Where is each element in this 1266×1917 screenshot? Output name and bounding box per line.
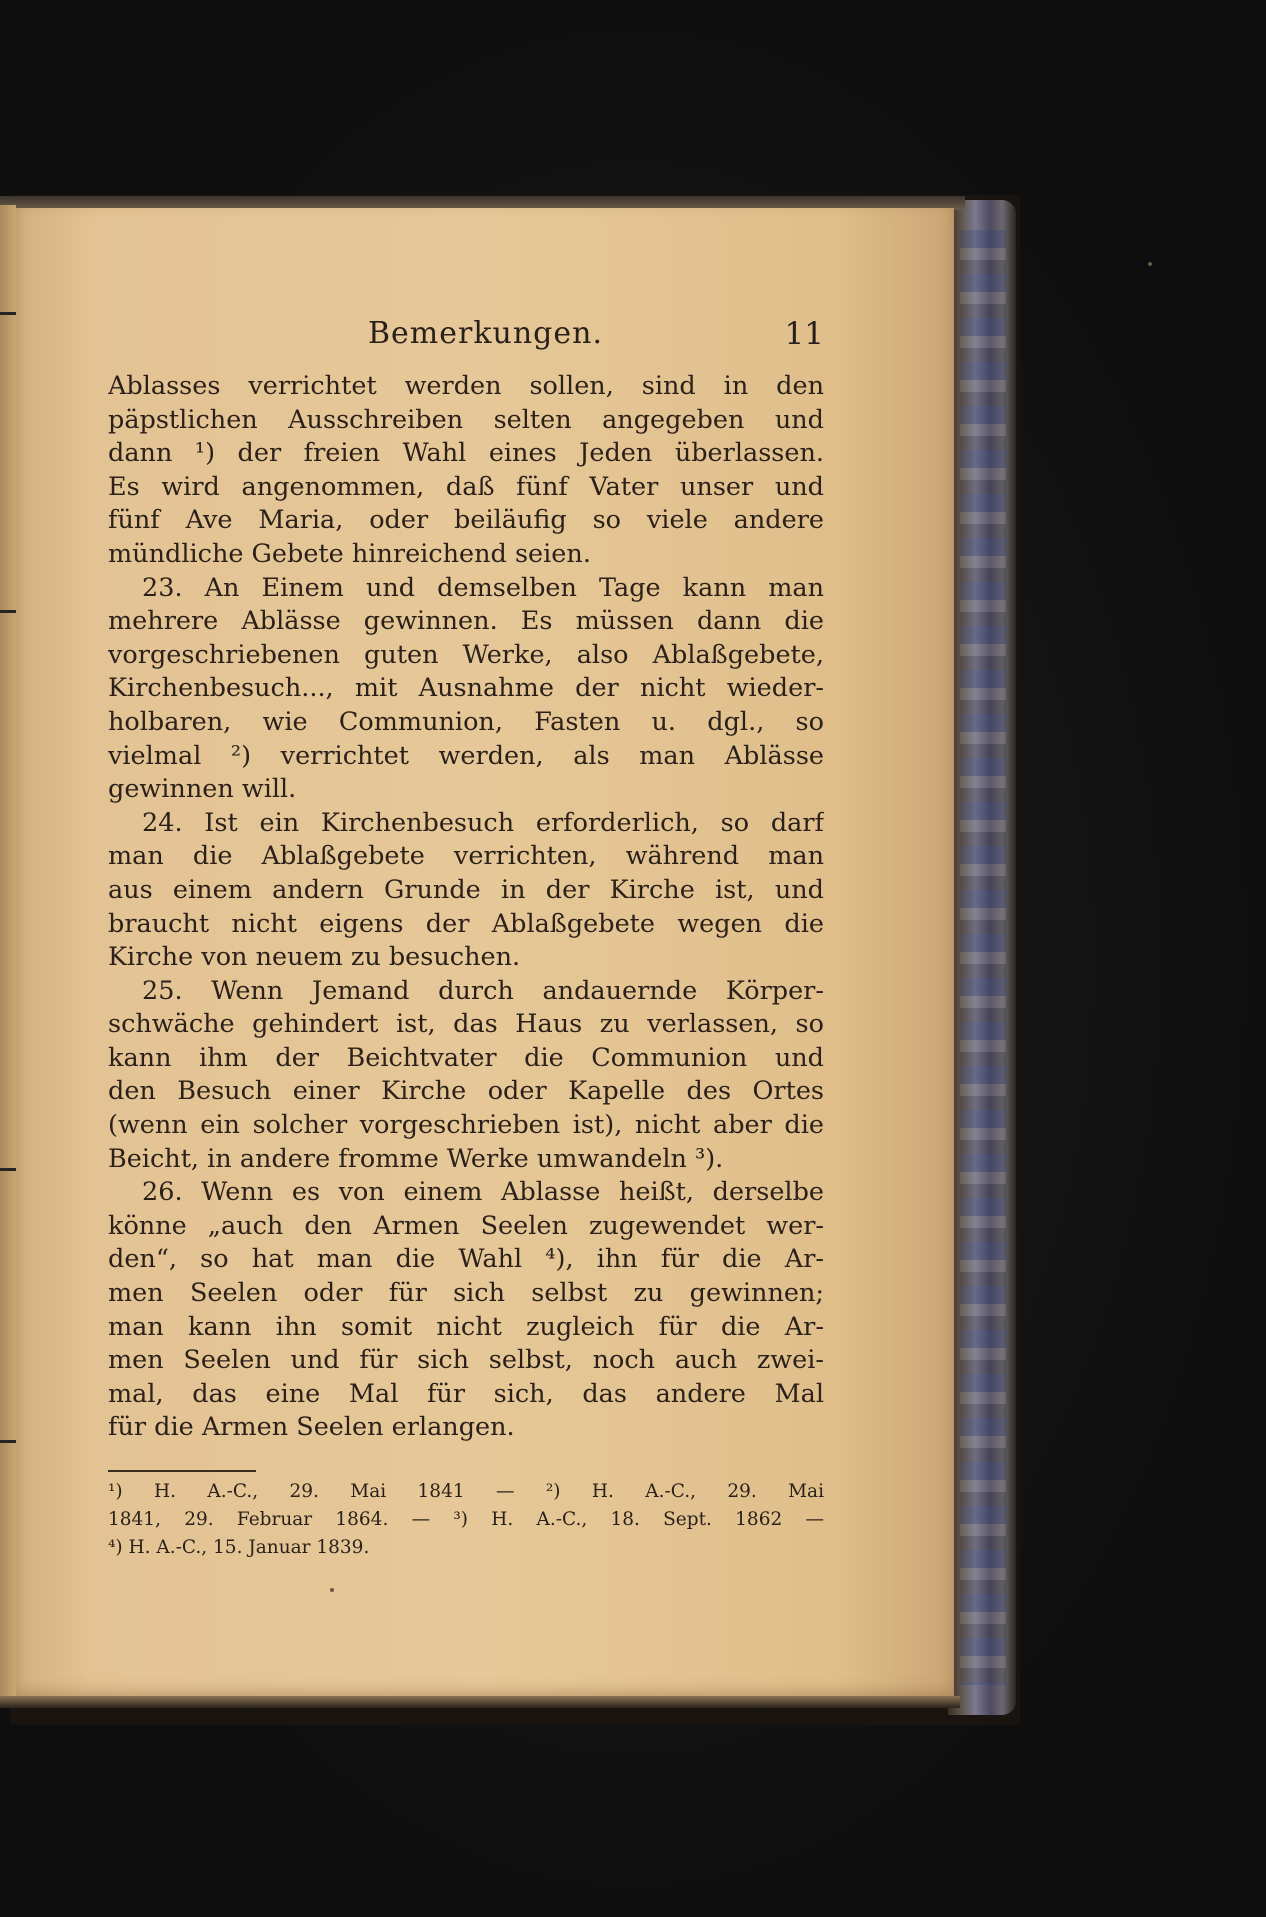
book-spine	[948, 200, 1016, 1715]
text-line: men Seelen oder für sich selbst zu gewinnen;	[108, 1278, 824, 1309]
text-line: Kirchenbesuch..., mit Ausnahme der nicht wieder-	[108, 673, 824, 704]
page-bottom-edge	[0, 1696, 960, 1708]
text-line: man die Ablaßgebete verrichten, während man	[108, 841, 824, 872]
text-line: den Besuch einer Kirche oder Kapelle des Ortes	[108, 1076, 824, 1107]
text-line: dann ¹) der freien Wahl eines Jeden überlassen.	[108, 438, 824, 469]
text-line: gewinnen will.	[108, 774, 297, 805]
text-line: holbaren, wie Communion, Fasten u. dgl., so	[108, 706, 824, 737]
text-line: fünf Ave Maria, oder beiläufig so viele andere	[108, 505, 824, 536]
text-line: vorgeschriebenen guten Werke, also Ablaßgebete,	[108, 639, 824, 670]
dust-speck	[1148, 262, 1152, 266]
text-line: Kirche von neuem zu besuchen.	[108, 942, 521, 973]
text-line: Ablasses verrichtet werden sollen, sind in den	[108, 371, 824, 401]
page-header	[98, 316, 824, 356]
footnote-line: ⁴) H. A.-C., 15. Januar 1839.	[108, 1537, 370, 1558]
running-head: Bemerkungen.	[368, 316, 603, 351]
text-line: vielmal ²) verrichtet werden, als man Ablässe	[108, 740, 824, 771]
text-line: aus einem andern Grunde in der Kirche ist, und	[108, 874, 824, 905]
text-line: für die Armen Seelen erlangen.	[108, 1412, 515, 1443]
text-line: den“, so hat man die Wahl ⁴), ihn für die Ar-	[108, 1244, 824, 1275]
text-line: braucht nicht eigens der Ablaßgebete wegen die	[108, 908, 824, 939]
text-line: mehrere Ablässe gewinnen. Es müssen dann die	[108, 606, 824, 637]
footnotes	[108, 1478, 824, 1562]
text-line: mündliche Gebete hinreichend seien.	[108, 538, 591, 569]
text-line: schwäche gehindert ist, das Haus zu verlassen, so	[108, 1009, 824, 1040]
text-line: men Seelen und für sich selbst, noch auch zwei-	[108, 1345, 824, 1376]
page-number: 11	[784, 316, 824, 352]
text-line: 24. Ist ein Kirchenbesuch erforderlich, so darf	[142, 807, 824, 838]
text-line: könne „auch den Armen Seelen zugewendet wer-	[108, 1210, 824, 1241]
footnote-rule	[108, 1470, 256, 1472]
text-line: (wenn ein solcher vorgeschrieben ist), nicht aber die	[108, 1110, 824, 1141]
text-line: 25. Wenn Jemand durch andauernde Körper-	[142, 975, 824, 1006]
dust-speck	[330, 1588, 334, 1592]
text-line: 26. Wenn es von einem Ablasse heißt, derselbe	[142, 1177, 824, 1208]
body-text	[108, 370, 824, 1445]
text-line: mal, das eine Mal für sich, das andere Mal	[108, 1378, 824, 1409]
text-line: 23. An Einem und demselben Tage kann man	[142, 572, 824, 603]
text-line: Beicht, in andere fromme Werke umwandeln ³).	[108, 1143, 724, 1174]
text-line: päpstlichen Ausschreiben selten angegeben und	[108, 404, 824, 435]
facing-page-edge	[0, 205, 16, 1700]
text-line: kann ihm der Beichtvater die Communion und	[108, 1042, 824, 1073]
text-line: Es wird angenommen, daß fünf Vater unser und	[108, 471, 824, 502]
footnote-line: 1841, 29. Februar 1864. — ³) H. A.-C., 18. Sept. 1862 —	[108, 1509, 824, 1530]
text-line: man kann ihn somit nicht zugleich für die Ar-	[108, 1311, 824, 1342]
footnote-line: ¹) H. A.-C., 29. Mai 1841 — ²) H. A.-C., 29. Mai	[108, 1481, 824, 1502]
